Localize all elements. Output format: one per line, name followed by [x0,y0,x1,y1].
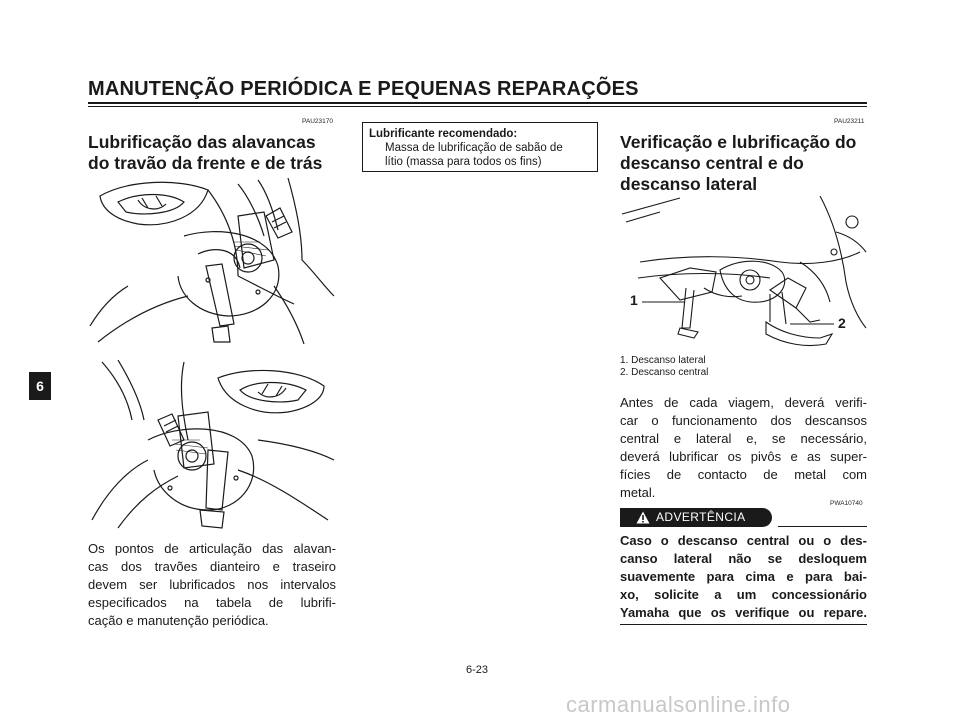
right-section-title [620,132,856,195]
warning-bottom-rule [620,624,867,625]
lubricant-value-line: Massa de lubrificação de sabão de [385,142,563,154]
title-line: Verificação e lubrificação do [620,132,857,152]
warning-triangle-icon [636,511,650,524]
body-line: Os pontos de articulação das alavan- [88,541,336,556]
body-line: fícies de contacto de metal com [620,467,867,482]
body-line: cas dos travões dianteiro e traseiro [88,559,336,574]
header-rule [88,102,867,104]
watermark: carmanualsonline.info [566,692,791,717]
callout-1: 1 [630,292,638,308]
stands-illustration [620,192,867,352]
section-code: PAU23211 [834,118,865,125]
rear-brake-lever-illustration [88,360,336,530]
warning-code: PWA10740 [830,500,863,507]
chapter-tab[interactable]: 6 [29,372,51,400]
body-line: deverá lubrificar os pivôs e as super- [620,449,867,464]
section-code: PAU23170 [302,118,333,125]
warning-line: canso lateral não se desloquem [620,551,867,566]
callout-2: 2 [838,315,846,331]
warning-line: xo, solicite a um concessionário [620,587,867,602]
body-line: central e lateral e, se necessário, [620,431,867,446]
warning-line: suavemente para cima e para bai- [620,569,867,584]
caption-item: 2. Descanso central [620,367,709,378]
warning-banner [620,508,772,527]
warning-rule [778,526,867,527]
caption-item: 1. Descanso lateral [620,355,706,366]
title-line: Lubrificação das alavancas [88,132,316,152]
left-section-title [88,132,322,174]
lubricant-title: Lubrificante recomendado: [369,128,518,140]
body-line: metal. [620,485,656,500]
body-line: cação e manutenção periódica. [88,613,269,628]
title-line: do travão da frente e de trás [88,153,323,173]
body-line: car o funcionamento dos descansos [620,413,867,428]
warning-line: Yamaha que os verifique ou repare. [620,605,867,620]
warning-label: ADVERTÊNCIA [656,510,746,524]
right-body-text [620,394,867,502]
body-line: especificados na tabela de lubrifi- [88,595,336,610]
lubricant-value-line: lítio (massa para todos os fins) [385,156,542,168]
page-header-title: MANUTENÇÃO PERIÓDICA E PEQUENAS REPARAÇÕES [88,78,639,100]
header-rule-thin [88,106,867,107]
body-line: Antes de cada viagem, deverá verifi- [620,395,867,410]
left-body-text [88,540,336,630]
lubricant-box [362,122,598,172]
body-line: devem ser lubrificados nos intervalos [88,577,336,592]
title-line: descanso central e do [620,153,804,173]
title-line: descanso lateral [620,174,758,194]
warning-line: Caso o descanso central ou o des- [620,533,867,548]
warning-text [620,532,867,622]
figure-captions [620,355,708,379]
page-number: 6-23 [466,664,489,676]
front-brake-lever-illustration [88,176,336,344]
